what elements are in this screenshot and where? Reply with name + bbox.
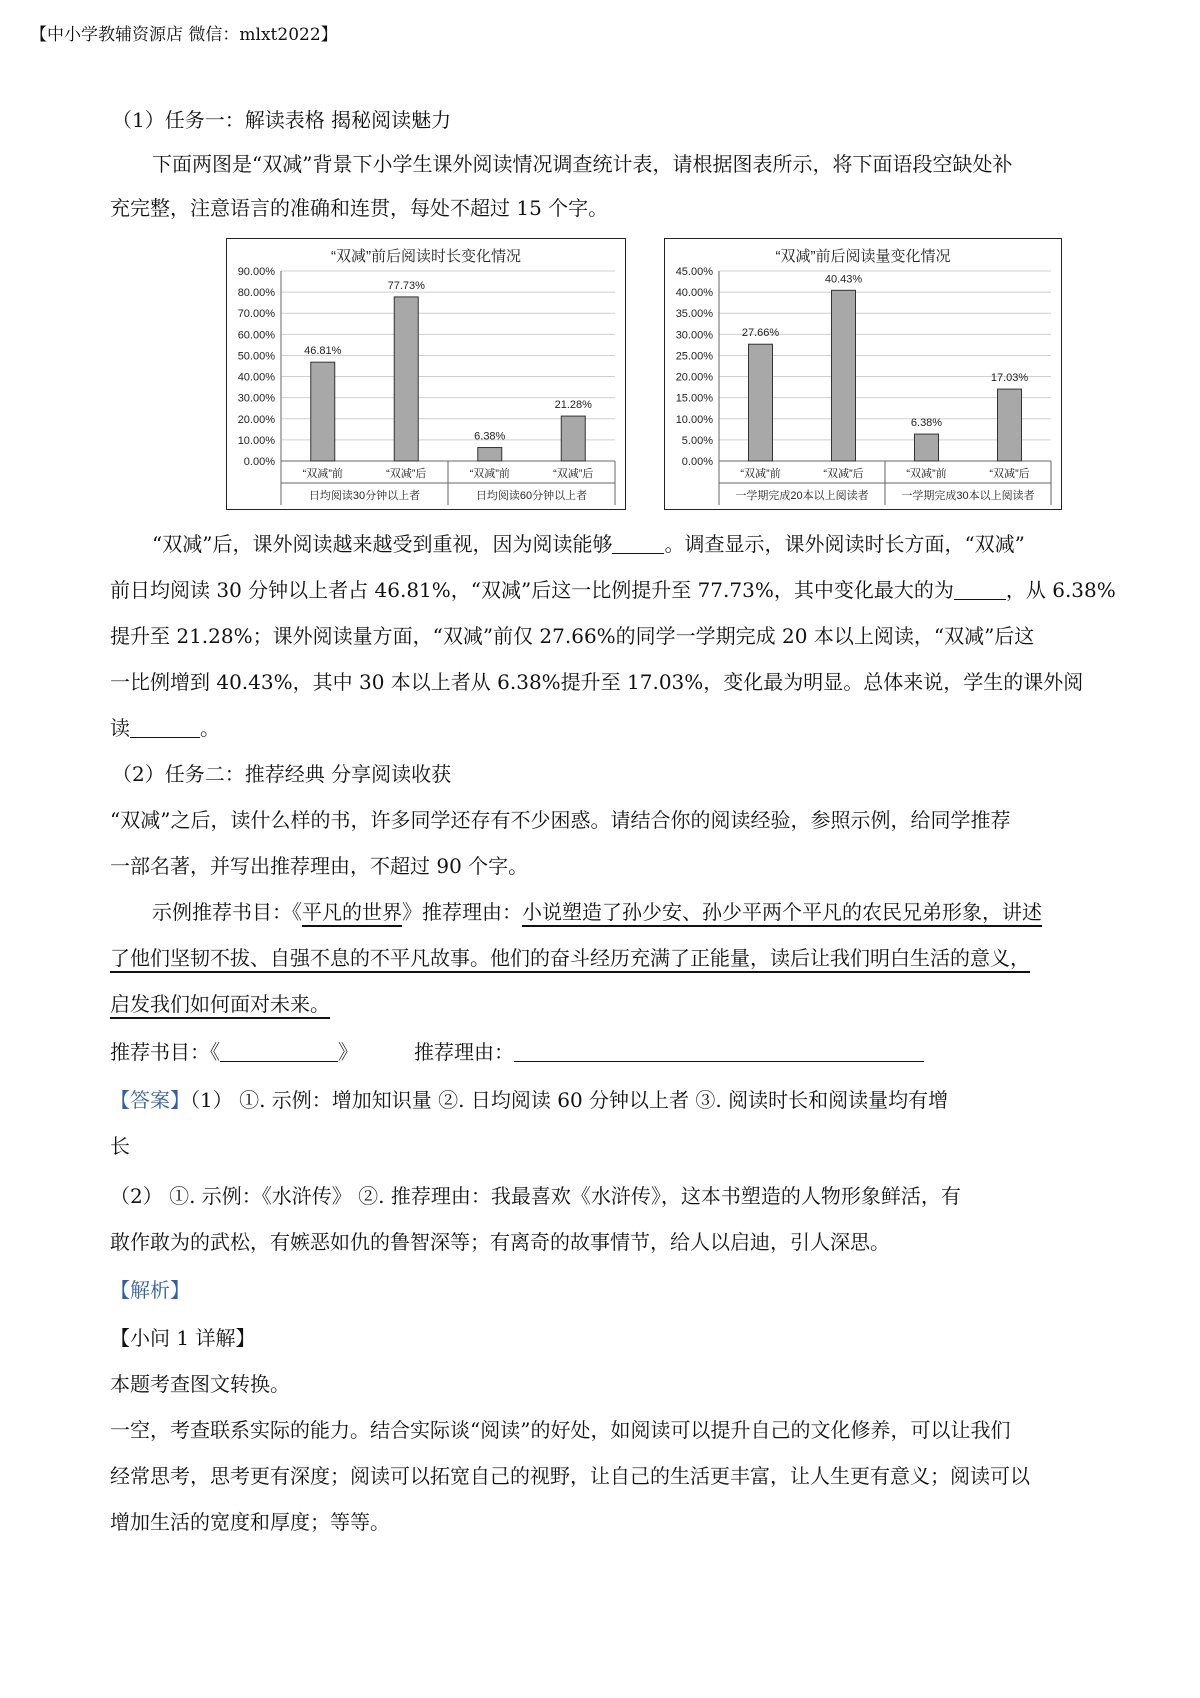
y-tick-label: 0.00% [243,456,275,468]
chart-reading-time-svg [227,239,625,509]
answer-blank-2[interactable] [954,579,1006,600]
x-group-label: 日均阅读60分钟以上者 [475,490,588,502]
x-group-label: 一学期完成30本以上阅读者 [901,490,1035,502]
y-tick-label: 70.00% [237,308,275,321]
data-label: 6.38% [910,417,943,430]
y-tick-label: 5.00% [681,434,713,447]
y-tick-label: 60.00% [237,329,275,342]
x-category-label: “双减”前 [740,468,781,480]
para-line1 [152,528,1025,557]
para-line5-a: 读 [110,716,130,740]
data-label: 77.73% [387,279,425,292]
para-line4: 一比例增到 40.43%，其中 30 本以上者从 6.38%提升至 17.03%，变化最为明显。总体来说，学生的课外阅 [110,670,1084,694]
bar [998,389,1022,461]
task1-intro-line1: 下面两图是“双减”背景下小学生课外阅读情况调查统计表，请根据图表所示，将下面语段空缺处补 [152,152,1013,176]
recommend-row [110,1036,924,1065]
analysis-line4: 增加生活的宽度和厚度；等等。 [110,1510,390,1534]
x-category-label: “双减”前 [906,468,947,480]
analysis-subquestion: 【小问 1 详解】 [110,1326,256,1350]
y-tick-label: 10.00% [237,434,275,447]
task1-title: （1）任务一：解读表格 揭秘阅读魅力 [112,108,452,132]
para-line3: 提升至 21.28%；课外阅读量方面，“双减”前仅 27.66%的同学一学期完成 20 本以上阅读，“双减”后这 [110,624,1035,648]
x-category-label: “双减”后 [989,468,1030,480]
analysis-line1: 本题考查图文转换。 [110,1372,290,1396]
y-tick-label: 40.00% [237,371,275,384]
answer-blank-1[interactable] [612,533,664,554]
y-tick-label: 25.00% [675,350,713,363]
bar [561,416,585,461]
data-label: 40.43% [824,273,863,286]
para-line5 [110,712,220,741]
data-label: 27.66% [741,327,780,340]
answer-line2: 长 [110,1134,130,1158]
example-mid: 》推荐理由： [402,900,522,924]
bar [478,448,502,461]
bar [394,297,418,461]
example-book-title: 平凡的世界 [302,900,402,924]
analysis-line2: 一空，考查联系实际的能力。结合实际谈“阅读”的好处，如阅读可以提升自己的文化修养，可以让我们 [110,1418,1011,1442]
example-reason-line3: 启发我们如何面对未来。 [110,992,330,1016]
para-line2-a: 前日均阅读 30 分钟以上者占 46.81%，“双减”后这一比例提升至 77.73%，其中变化最大的为 [110,578,954,602]
task1-intro-line2: 充完整，注意语言的准确和连贯，每处不超过 15 个字。 [110,196,609,220]
y-tick-label: 15.00% [675,392,713,405]
analysis-line3: 经常思考，思考更有深度；阅读可以拓宽自己的视野，让自己的生活更丰富，让人生更有意义；阅读可以 [110,1464,1030,1488]
data-label: 21.28% [554,399,592,412]
watermark-header: 【中小学教辅资源店 微信：mlxt2022】 [30,25,338,45]
para-line1-a: “双减”后，课外阅读越来越受到重视，因为阅读能够 [152,532,613,556]
chart-reading-amount [664,238,1062,510]
y-tick-label: 80.00% [237,287,275,300]
chart-reading-time [226,238,626,510]
x-category-label: “双减”前 [302,468,343,480]
answer-line3: （2） ①. 示例：《水浒传》 ②. 推荐理由：我最喜欢《水浒传》，这本书塑造的人物形象鲜活，有 [110,1184,961,1208]
x-category-label: “双减”后 [553,468,594,480]
chart-title: “双减”前后阅读时长变化情况 [331,248,521,265]
para-line2 [110,574,1116,603]
y-tick-label: 90.00% [237,266,275,278]
para-line2-b: ，从 6.38% [1005,578,1116,602]
task2-line1: “双减”之后，读什么样的书，许多同学还存有不少困惑。请结合你的阅读经验，参照示例，给同学推荐 [110,808,1011,832]
y-tick-label: 50.00% [237,350,275,363]
para-line1-b: 。调查显示，课外阅读时长方面，“双减” [664,532,1025,556]
y-tick-label: 40.00% [675,287,713,300]
answer-text-1: （1） ①. 示例：增加知识量 ②. 日均阅读 60 分钟以上者 ③. 阅读时长和阅读量均有增 [190,1088,949,1112]
bar [832,290,856,461]
reason-input-blank[interactable] [514,1041,924,1062]
chart-reading-amount-svg [665,239,1061,509]
chart-title: “双减”前后阅读量变化情况 [775,248,951,265]
x-group-label: 日均阅读30分钟以上者 [308,490,421,502]
answer-line1 [110,1084,948,1113]
bar [311,362,335,461]
book-label: 推荐书目：《 [110,1040,220,1064]
task2-line2: 一部名著，并写出推荐理由，不超过 90 个字。 [110,854,529,878]
y-tick-label: 20.00% [237,413,275,426]
book-close: 》 [338,1040,358,1064]
x-category-label: “双减”前 [469,468,510,480]
example-reason-line2: 了他们坚韧不拔、自强不息的不平凡故事。他们的奋斗经历充满了正能量，读后让我们明白生活的意义， [110,946,1030,970]
example-prefix: 示例推荐书目：《 [152,900,302,924]
x-category-label: “双减”后 [386,468,427,480]
bar [749,344,773,461]
example-line1 [152,896,1042,925]
para-line5-b: 。 [200,716,220,740]
data-label: 46.81% [304,345,342,358]
x-group-label: 一学期完成20本以上阅读者 [735,490,869,502]
answer-blank-3[interactable] [130,717,200,738]
data-label: 6.38% [474,430,506,443]
y-tick-label: 20.00% [675,371,713,384]
example-reason-line1: 小说塑造了孙少安、孙少平两个平凡的农民兄弟形象，讲述 [522,900,1042,924]
y-tick-label: 35.00% [675,308,713,321]
analysis-label: 【解析】 [110,1278,190,1302]
x-category-label: “双减”后 [823,468,864,480]
task2-title: （2）任务二：推荐经典 分享阅读收获 [112,762,452,786]
y-tick-label: 30.00% [675,329,713,342]
y-tick-label: 10.00% [675,413,713,426]
book-input-blank[interactable] [220,1041,338,1062]
answer-label: 【答案】 [110,1088,190,1112]
y-tick-label: 0.00% [681,456,713,468]
reason-label: 推荐理由： [414,1040,514,1064]
answer-line4: 敢作敢为的武松，有嫉恶如仇的鲁智深等；有离奇的故事情节，给人以启迪，引人深思。 [110,1230,890,1254]
bar [915,434,939,461]
data-label: 17.03% [990,372,1029,385]
y-tick-label: 45.00% [675,266,713,278]
y-tick-label: 30.00% [237,392,275,405]
